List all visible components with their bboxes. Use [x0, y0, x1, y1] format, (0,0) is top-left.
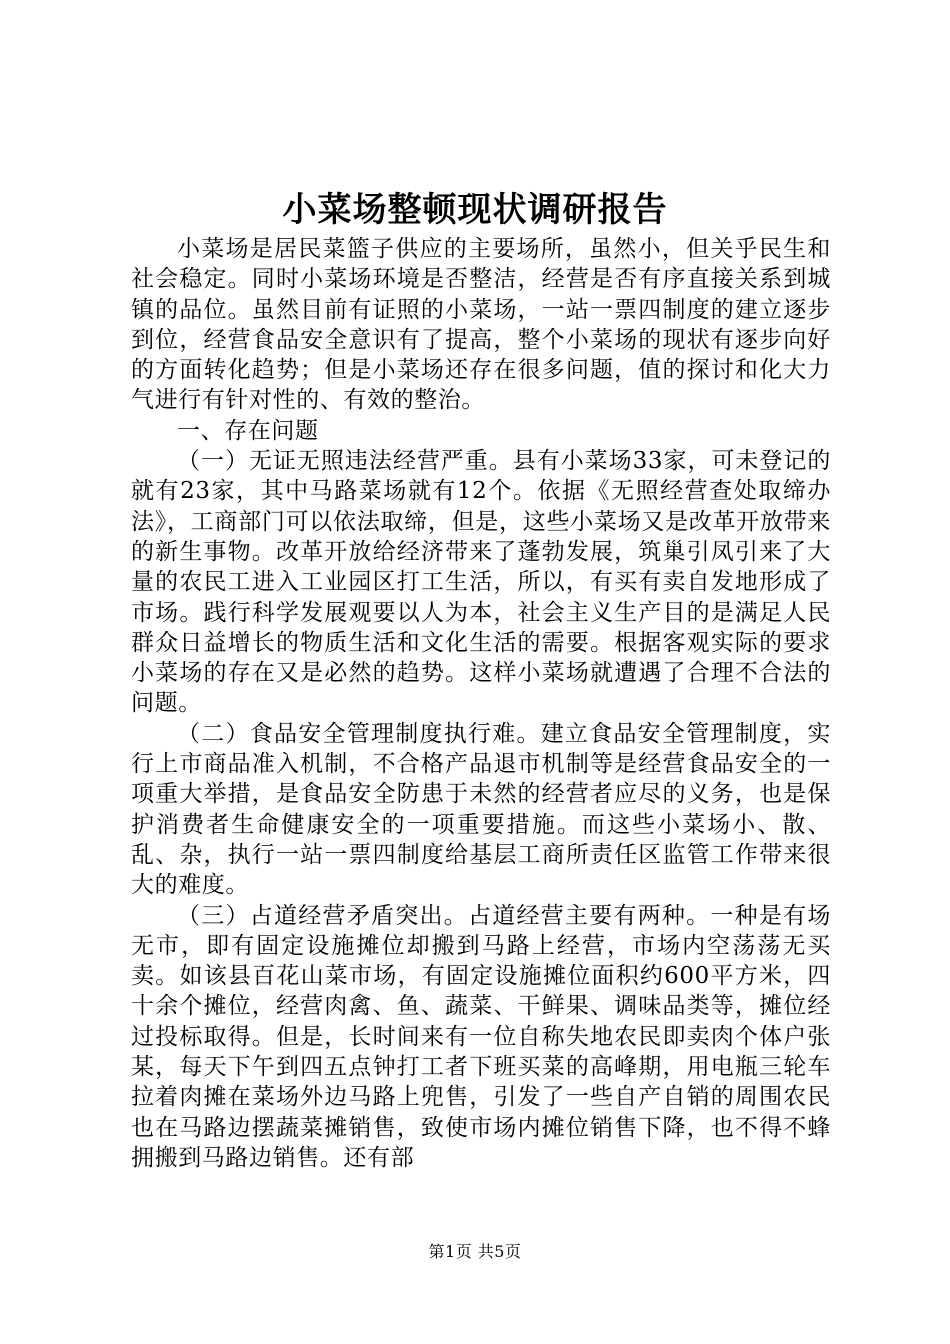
paragraph-intro: 小菜场是居民菜篮子供应的主要场所，虽然小，但关乎民生和社会稳定。同时小菜场环境是否整洁，经营是否有序直接关系到城镇的品位。虽然目前有证照的小菜场，一站一票四制度的建立逐步到位，经营食品安全意识有了提高，整个小菜场的现状有逐步向好的方面转化趋势；但是小菜场还存在很多问题，值的探讨和化大力气进行有针对性的、有效的整治。: [131, 236, 831, 414]
document-body: [131, 234, 831, 1173]
paragraph-problem-3: （三）占道经营矛盾突出。占道经营主要有两种。一种是有场无市，即有固定设施摊位却搬到马路上经营，市场内空荡荡无买卖。如该县百花山菜市场，有固定设施摊位面积约600平方米，四十余个摊位，经营肉禽、鱼、蔬菜、干鲜果、调味品类等，摊位经过投标取得。但是，长时间来有一位自称失地农民即卖肉个体户张某，每天下午到四五点钟打工者下班买菜的高峰期，用电瓶三轮车拉着肉摊在菜场外边马路上兜售，引发了一些自产自销的周围农民也在马路边摆蔬菜摊销售，致使市场内摊位销售下降，也不得不蜂拥搬到马路边销售。还有部: [131, 902, 831, 1171]
page-footer: 第1页 共5页: [428, 1242, 522, 1261]
section-heading-problems: 一、存在问题: [177, 417, 319, 444]
paragraph-problem-1: （一）无证无照违法经营严重。县有小菜场33家，可未登记的就有23家，其中马路菜场就有12个。依据《无照经营查处取缔办法》，工商部门可以依法取缔，但是，这些小菜场又是改革开放带来的新生事物。改革开放给经济带来了蓬勃发展，筑巢引凤引来了大量的农民工进入工业园区打工生活，所以，有买有卖自发地形成了市场。践行科学发展观要以人为本，社会主义生产目的是满足人民群众日益增长的物质生活和文化生活的需要。根据客观实际的要求小菜场的存在又是必然的趋势。这样小菜场就遭遇了合理不合法的问题。: [131, 448, 831, 717]
document-title: 小菜场整顿现状调研报告: [282, 190, 668, 230]
paragraph-problem-2: （二）食品安全管理制度执行难。建立食品安全管理制度，实行上市商品准入机制，不合格产品退市机制等是经营食品安全的一项重大举措，是食品安全防患于未然的经营者应尽的义务，也是保护消费者生命健康安全的一项重要措施。而这些小菜场小、散、乱、杂，执行一站一票四制度给基层工商所责任区监管工作带来很大的难度。: [131, 720, 831, 899]
